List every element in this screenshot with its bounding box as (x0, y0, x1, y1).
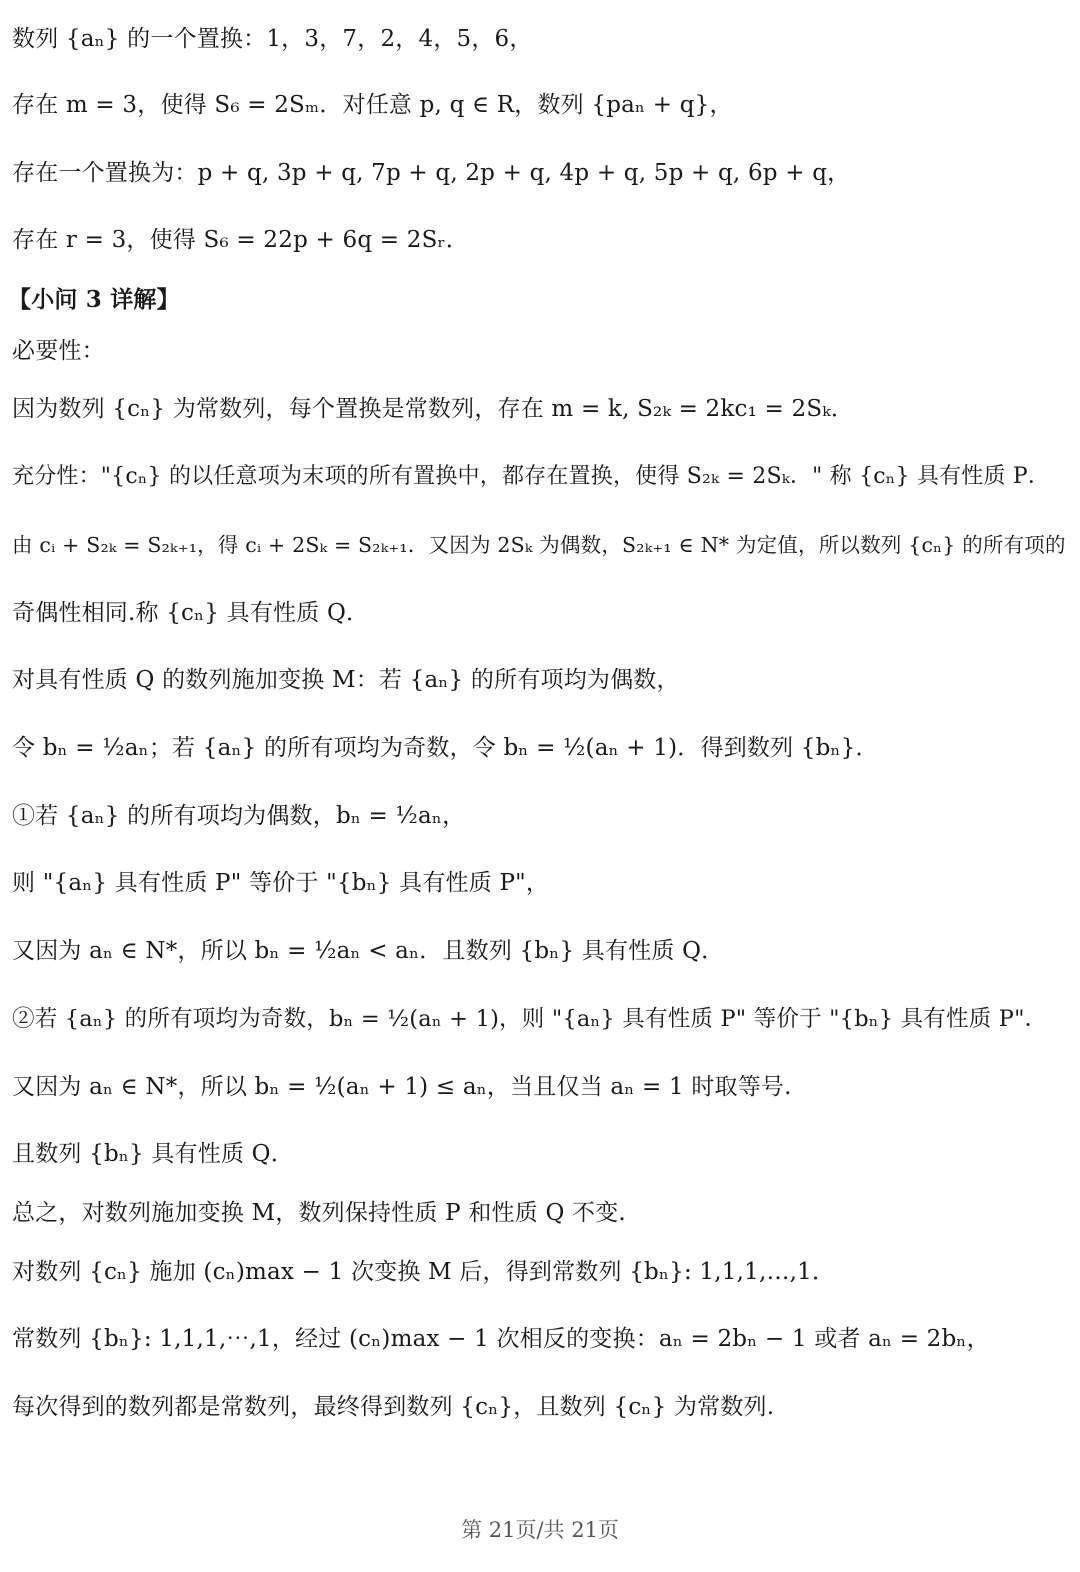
text-line-19: 总之，对数列施加变换 M，数列保持性质 P 和性质 Q 不变. (12, 1200, 626, 1226)
text-line-10: 奇偶性相同.称 {cₙ} 具有性质 Q． (12, 600, 370, 626)
text-line-11: 对具有性质 Q 的数列施加变换 M：若 {aₙ} 的所有项均为偶数， (12, 667, 680, 693)
text-line-8: 充分性："{cₙ} 的以任意项为末项的所有置换中，都存在置换，使得 S₂ₖ = 2Sₖ．" 称 {cₙ} 具有性质 P． (12, 464, 1051, 489)
page-number-footer: 第 21页/共 21页 (461, 1518, 619, 1542)
text-line-13: ①若 {aₙ} 的所有项均为偶数，bₙ = ½aₙ， (12, 803, 466, 829)
text-line-1: 数列 {aₙ} 的一个置换：1，3，7，2，4，5，6， (12, 26, 533, 52)
text-line-7: 因为数列 {cₙ} 为常数列，每个置换是常数列，存在 m = k, S₂ₖ = 2kc₁ = 2Sₖ． (12, 396, 855, 422)
section-heading: 【小问 3 详解】 (8, 286, 180, 313)
text-line-4: 存在 r = 3，使得 S₆ = 22p + 6q = 2Sᵣ． (12, 227, 469, 253)
text-line-21: 常数列 {bₙ}: 1,1,1,⋯,1，经过 (cₙ)max − 1 次相反的变换：aₙ = 2bₙ − 1 或者 aₙ = 2bₙ， (12, 1326, 990, 1352)
text-line-6: 必要性： (12, 338, 105, 364)
text-line-22: 每次得到的数列都是常数列，最终得到数列 {cₙ}，且数列 {cₙ} 为常数列. (12, 1394, 775, 1420)
text-line-14: 则 "{aₙ} 具有性质 P" 等价于 "{bₙ} 具有性质 P"， (12, 870, 550, 896)
text-line-17: 又因为 aₙ ∈ N*，所以 bₙ = ½(aₙ + 1) ≤ aₙ，当且仅当 aₙ = 1 时取等号. (12, 1074, 792, 1100)
text-line-9: 由 cᵢ + S₂ₖ = S₂ₖ₊₁，得 cᵢ + 2Sₖ = S₂ₖ₊₁．又因为 2Sₖ 为偶数，S₂ₖ₊₁ ∈ N* 为定值，所以数列 {cₙ} 的所有项的 (12, 533, 1066, 557)
text-line-18: 且数列 {bₙ} 具有性质 Q． (12, 1141, 294, 1167)
text-line-16: ②若 {aₙ} 的所有项均为奇数，bₙ = ½(aₙ + 1)，则 "{aₙ} 具有性质 P" 等价于 "{bₙ} 具有性质 P"． (12, 1006, 1048, 1032)
text-line-2: 存在 m = 3，使得 S₆ = 2Sₘ．对任意 p, q ∈ R，数列 {paₙ + q}， (12, 92, 733, 118)
text-line-3: 存在一个置换为：p + q, 3p + q, 7p + q, 2p + q, 4p + q, 5p + q, 6p + q， (12, 160, 851, 186)
text-line-12: 令 bₙ = ½aₙ；若 {aₙ} 的所有项均为奇数，令 bₙ = ½(aₙ + 1)．得到数列 {bₙ}． (12, 735, 879, 761)
text-line-15: 又因为 aₙ ∈ N*，所以 bₙ = ½aₙ < aₙ．且数列 {bₙ} 具有性质 Q． (12, 938, 725, 964)
text-line-20: 对数列 {cₙ} 施加 (cₙ)max − 1 次变换 M 后，得到常数列 {bₙ}: 1,1,1,…,1． (12, 1259, 836, 1285)
